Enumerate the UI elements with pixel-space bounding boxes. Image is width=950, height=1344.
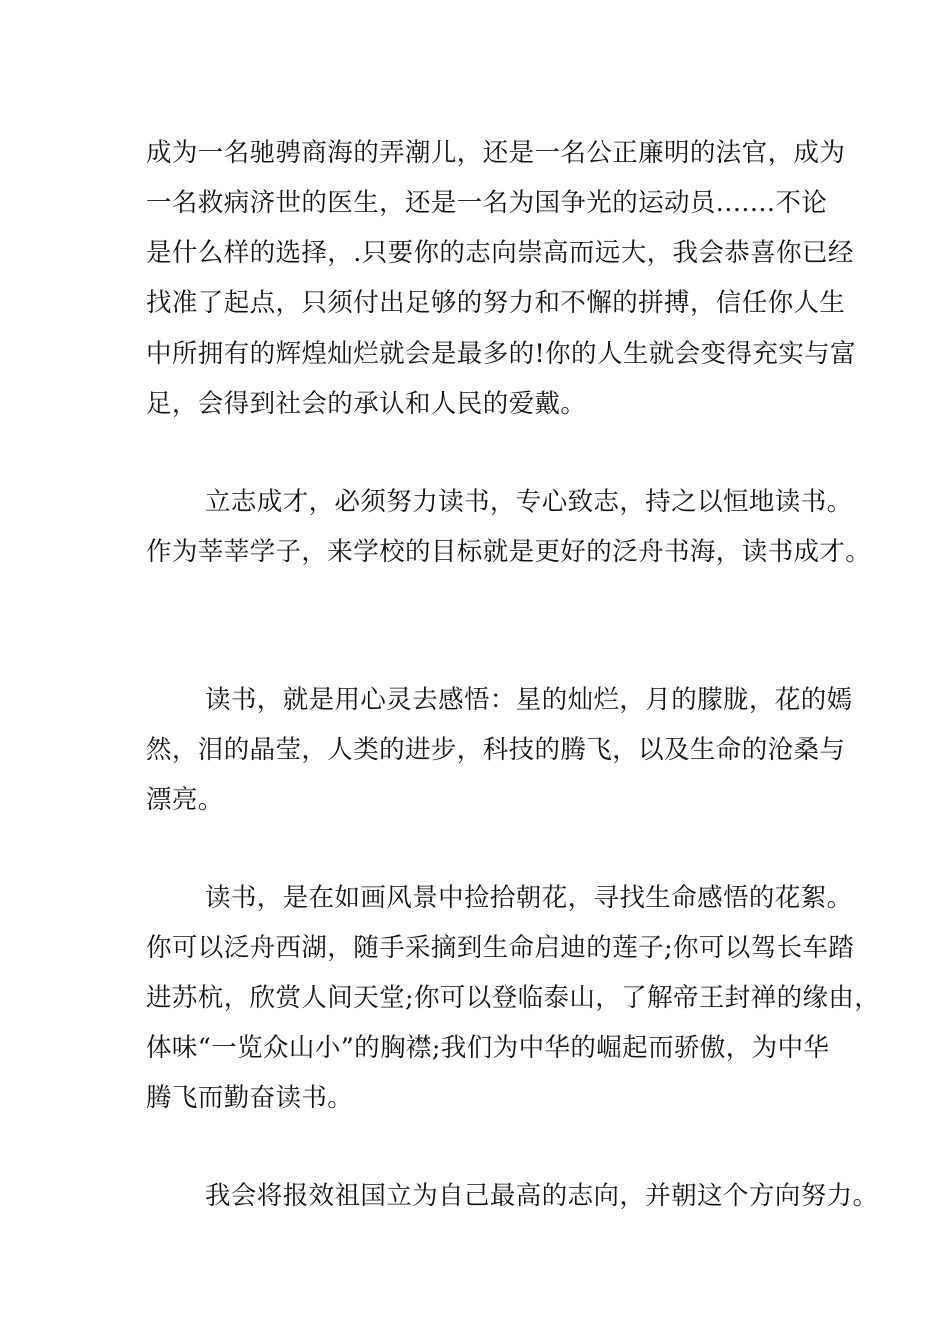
text-line: 漂亮。 xyxy=(146,785,224,815)
text-line: 中所拥有的辉煌灿烂就会是最多的!你的人生就会变得充实与富 xyxy=(146,339,856,369)
text-line: 体味“一览众山小”的胸襟;我们为中华的崛起而骄傲，为中华 xyxy=(146,1033,830,1063)
text-line: 作为莘莘学子，来学校的目标就是更好的泛舟书海，读书成才。 xyxy=(146,537,872,567)
text-line: 然，泪的晶莹，人类的进步，科技的腾飞，以及生命的沧桑与 xyxy=(146,735,846,765)
text-line: 你可以泛舟西湖，随手采摘到生命启迪的莲子;你可以驾长车踏 xyxy=(146,933,855,963)
text-line: 我会将报效祖国立为自己最高的志向，并朝这个方向努力。 xyxy=(205,1181,879,1211)
text-line: 成为一名驰骋商海的弄潮儿，还是一名公正廉明的法官，成为 xyxy=(146,138,846,168)
text-line: 读书，就是用心灵去感悟：星的灿烂，月的朦胧，花的嫣 xyxy=(205,685,853,715)
text-line: 腾飞而勤奋读书。 xyxy=(146,1083,354,1113)
text-line: 读书，是在如画风景中捡拾朝花，寻找生命感悟的花絮。 xyxy=(205,883,853,913)
text-line: 立志成才，必须努力读书，专心致志，持之以恒地读书。 xyxy=(205,487,853,517)
text-line: 一名救病济世的医生，还是一名为国争光的运动员.......不论 xyxy=(146,188,828,218)
text-line: 找准了起点，只须付出足够的努力和不懈的拼搏，信任你人生 xyxy=(146,288,846,318)
text-line: 足，会得到社会的承认和人民的爱戴。 xyxy=(146,389,587,419)
text-line: 是什么样的选择，.只要你的志向崇高而远大，我会恭喜你已经 xyxy=(146,238,854,268)
text-line: 进苏杭，欣赏人间天堂;你可以登临泰山，了解帝王封禅的缘由， xyxy=(146,983,881,1013)
